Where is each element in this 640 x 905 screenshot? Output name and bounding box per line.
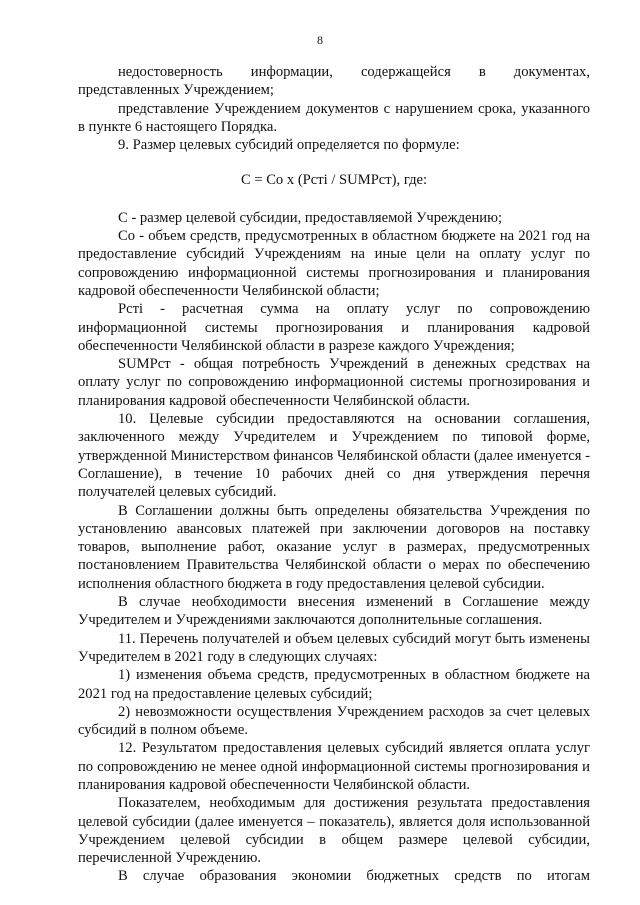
paragraph: 1) изменения объема средств, предусмотренных в областном бюджете на 2021 год на предоставление целевых субсидий; xyxy=(78,667,590,702)
formula: С = Со x (Рсті / SUMPст), где: xyxy=(240,172,428,189)
paragraph: недостоверность информации, содержащейся в документах, представленных Учреждением; xyxy=(78,64,590,99)
paragraph: В случае образования экономии бюджетных средств по итогам xyxy=(118,868,590,885)
paragraph: 11. Перечень получателей и объем целевых субсидий могут быть изменены Учредителем в 2021 году в следующих случаях: xyxy=(78,630,590,665)
paragraph: Рсті - расчетная сумма на оплату услуг по сопровождению информационной системы прогнозирования и планирования кадровой обеспеченности Челябинской области в разрезе каждого Учреждения; xyxy=(78,301,590,354)
paragraph: представление Учреждением документов с нарушением срока, указанного в пункте 6 настоящего Порядка. xyxy=(78,100,590,135)
page-number: 8 xyxy=(317,33,323,47)
paragraph: 12. Результатом предоставления целевых субсидий является оплата услуг по сопровождению не менее одной информационной системы прогнозирования и планирования кадровой обеспеченности Челябинской области. xyxy=(78,740,590,793)
paragraph: Показателем, необходимым для достижения результата предоставления целевой субсидии (далее именуется – показатель), является доля использованной Учреждением целевой субсидии в общем размере целевой субсидии, перечисленной Учреждению. xyxy=(78,795,590,867)
paragraph: В случае необходимости внесения изменений в Соглашение между Учредителем и Учреждениями заключаются дополнительные соглашения. xyxy=(78,594,590,629)
paragraph: 9. Размер целевых субсидий определяется по формуле: xyxy=(118,137,460,154)
paragraph: 10. Целевые субсидии предоставляются на основании соглашения, заключенного между Учредителем и Учреждением по типовой форме, утвержденной Министерством финансов Челябинской области (далее именуется - Соглашение), в течение 10 рабочих дней со дня утверждения перечня получателей целевых субсидий. xyxy=(78,411,590,501)
document-body xyxy=(78,63,590,886)
paragraph: В Соглашении должны быть определены обязательства Учреждения по установлению авансовых платежей при заключении договоров на поставку товаров, выполнение работ, оказание услуг в размерах, предусмотренных постановлением Правительства Челябинской области о мерах по обеспечению исполнения областного бюджета в году предоставления целевой субсидии. xyxy=(78,502,590,592)
paragraph: Со - объем средств, предусмотренных в областном бюджете на 2021 год на предоставление субсидий Учреждениям на иные цели на оплату услуг по сопровождению информационной системы прогнозирования и планирования кадровой обеспеченности Челябинской области; xyxy=(78,228,590,299)
paragraph: 2) невозможности осуществления Учреждением расходов за счет целевых субсидий в полном объеме. xyxy=(78,703,590,739)
paragraph: С - размер целевой субсидии, предоставляемой Учреждению; xyxy=(118,209,503,226)
paragraph: SUMPст - общая потребность Учреждений в денежных средствах на оплату услуг по сопровождению информационной системы прогнозирования и планирования кадровой обеспеченности Челябинской области. xyxy=(78,356,590,409)
